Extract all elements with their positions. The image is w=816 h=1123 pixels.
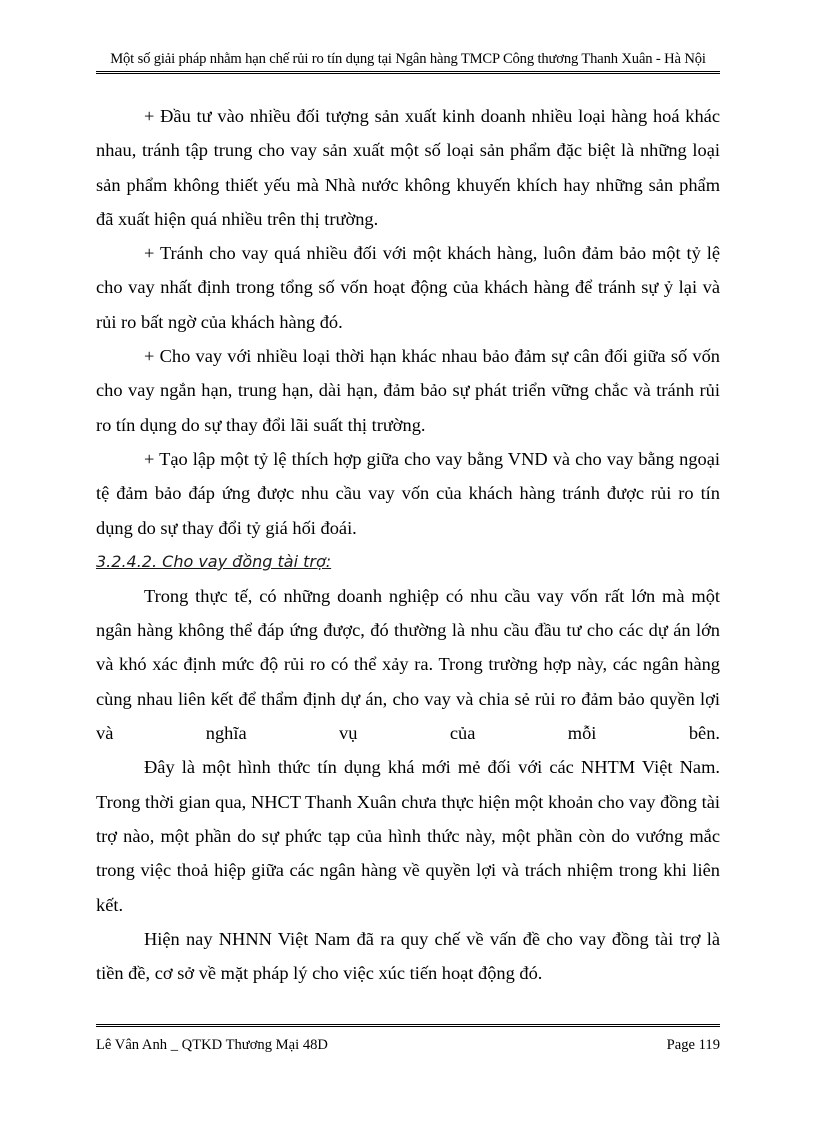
header-title: Một số giải pháp nhằm hạn chế rủi ro tín dụng tại Ngân hàng TMCP Công thương Thanh Xuân - Hà Nội [110, 51, 706, 67]
paragraph-2: + Tránh cho vay quá nhiều đối với một khách hàng, luôn đảm bảo một tỷ lệ cho vay nhất định trong tổng số vốn hoạt động của khách hàng để tránh sự ỷ lại và rủi ro bất ngờ của khách hàng đó. [96, 243, 720, 332]
paragraph-3: + Cho vay với nhiều loại thời hạn khác nhau bảo đảm sự cân đối giữa số vốn cho vay ngắn hạn, trung hạn, dài hạn, đảm bảo sự phát triển vững chắc và tránh rủi ro tín dụng do sự thay đổi lãi suất thị trường. [96, 346, 720, 435]
paragraph-4: + Tạo lập một tỷ lệ thích hợp giữa cho vay bằng VND và cho vay bằng ngoại tệ đảm bảo đáp ứng được nhu cầu vay vốn của khách hàng tránh được rủi ro tín dụng do sự thay đổi tỷ giá hối đoái. [96, 448, 720, 538]
section-heading: 3.2.4.2. Cho vay đồng tài trợ: [96, 551, 332, 571]
header-rule [96, 71, 720, 74]
paragraph-7: Hiện nay NHNN Việt Nam đã ra quy chế về vấn đề cho vay đồng tài trợ là tiền đề, cơ sở về mặt pháp lý cho việc xúc tiến hoạt động đó. [96, 928, 720, 984]
page-number: Page 119 [666, 1037, 720, 1053]
footer-rule [96, 1024, 720, 1027]
paragraph-6: Đây là một hình thức tín dụng khá mới mẻ đối với các NHTM Việt Nam. Trong thời gian qua, NHCT Thanh Xuân chưa thực hiện một khoản cho vay đồng tài trợ nào, một phần do sự phức tạp của hình thức này, một phần còn do vướng mắc trong việc thoả hiệp giữa các ngân hàng về quyền lợi và trách nhiệm trong khi liên kết. [96, 757, 720, 915]
paragraph-1: + Đầu tư vào nhiều đối tượng sản xuất kinh doanh nhiều loại hàng hoá khác nhau, tránh tập trung cho vay sản xuất một số loại sản phẩm đặc biệt là những loại sản phẩm không thiết yếu mà Nhà nước không khuyến khích hay những sản phẩm đã xuất hiện quá nhiều trên thị trường. [96, 106, 720, 229]
page-body [96, 99, 720, 990]
paragraph-5: Trong thực tế, có những doanh nghiệp có nhu cầu vay vốn rất lớn mà một ngân hàng không thể đáp ứng được, đó thường là nhu cầu đầu tư cho các dự án lớn và khó xác định mức độ rủi ro có thể xảy ra. Trong trường hợp này, các ngân hàng cùng nhau liên kết để thẩm định dự án, cho vay và chia sẻ rủi ro đảm bảo quyền lợi và nghĩa vụ của mỗi bên. [96, 585, 720, 744]
page-header [96, 49, 720, 75]
page-footer [96, 1024, 720, 1064]
footer-author: Lê Vân Anh _ QTKD Thương Mại 48D [96, 1037, 328, 1053]
